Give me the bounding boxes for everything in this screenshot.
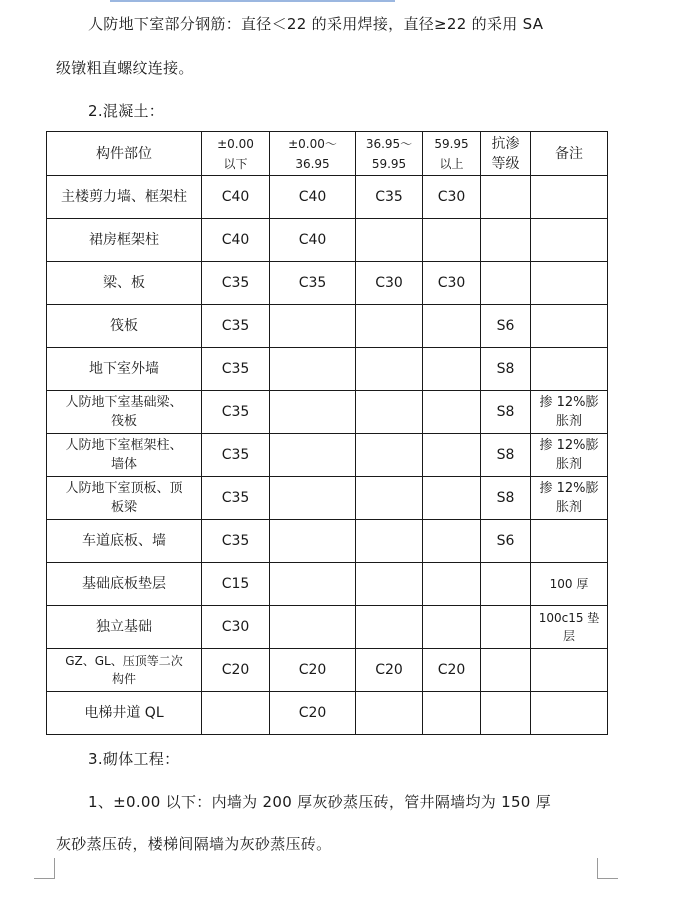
cell-zero-to-3695: C35: [270, 262, 356, 305]
cell-seepage: S6: [481, 305, 531, 348]
header-zero-to-3695-line2: 36.95: [295, 156, 330, 171]
paragraph-masonry-2: 灰砂蒸压砖，楼梯间隔墙为灰砂蒸压砖。: [56, 835, 332, 853]
cell-part: 电梯井道 QL: [47, 692, 202, 735]
cell-part-line1: 人防地下室基础梁、: [65, 395, 183, 410]
cell-below-zero: [202, 692, 270, 735]
cell-part: 地下室外墙: [47, 348, 202, 391]
cell-below-zero: C35: [202, 305, 270, 348]
header-part: 构件部位: [47, 132, 202, 176]
cell-part-line2: 板梁: [110, 500, 137, 515]
cell-above-5995: C30: [423, 176, 481, 219]
cell-zero-to-3695: C20: [270, 692, 356, 735]
table-row: [47, 348, 608, 391]
cell-zero-to-3695: [270, 606, 356, 649]
cell-note: [531, 649, 608, 692]
cell-part-line1: 人防地下室顶板、顶: [65, 481, 183, 496]
table-row: [47, 176, 608, 219]
table-row: [47, 434, 608, 477]
header-3695-to-5995: [356, 132, 423, 176]
table-row: [47, 262, 608, 305]
cell-zero-to-3695: [270, 520, 356, 563]
cell-note: [531, 434, 608, 477]
cell-3695-to-5995: [356, 348, 423, 391]
cell-part: 主楼剪力墙、框架柱: [47, 176, 202, 219]
table-row: [47, 563, 608, 606]
cell-3695-to-5995: [356, 563, 423, 606]
header-zero-to-3695: [270, 132, 356, 176]
cell-above-5995: [423, 692, 481, 735]
cell-3695-to-5995: [356, 391, 423, 434]
cell-note-line2: 胀剂: [555, 457, 582, 472]
header-seepage-line2: 等级: [491, 155, 520, 172]
cell-part: 基础底板垫层: [47, 563, 202, 606]
cell-seepage: [481, 692, 531, 735]
page-corner-mark-right: [597, 858, 618, 879]
header-above-5995-line2: 以上: [439, 156, 464, 171]
cell-zero-to-3695: [270, 305, 356, 348]
cell-note: [531, 176, 608, 219]
cell-below-zero: C20: [202, 649, 270, 692]
paragraph-masonry-1: 1、±0.00 以下：内墙为 200 厚灰砂蒸压砖，管井隔墙均为 150 厚: [88, 793, 552, 811]
paragraph-rebar-1: 人防地下室部分钢筋：直径＜22 的采用焊接，直径≥22 的采用 SA: [88, 15, 544, 33]
table-row: [47, 391, 608, 434]
table-row: [47, 649, 608, 692]
concrete-spec-table: [46, 131, 608, 735]
cell-part: 车道底板、墙: [47, 520, 202, 563]
header-3695-to-5995-line1: 36.95～: [365, 136, 413, 151]
cell-below-zero: C35: [202, 477, 270, 520]
cell-3695-to-5995: [356, 692, 423, 735]
cell-seepage: S8: [481, 434, 531, 477]
cell-3695-to-5995: C20: [356, 649, 423, 692]
cell-note: [531, 692, 608, 735]
cell-note-line2: 胀剂: [555, 500, 582, 515]
cell-below-zero: C40: [202, 176, 270, 219]
header-seepage-line1: 抗渗: [491, 135, 520, 152]
cell-seepage: [481, 262, 531, 305]
header-below-zero: [202, 132, 270, 176]
header-seepage-grade: [481, 132, 531, 176]
cell-note-line1: 掺 12%膨: [539, 481, 599, 496]
cell-below-zero: C35: [202, 348, 270, 391]
table-row: [47, 477, 608, 520]
cell-seepage: [481, 219, 531, 262]
table-row: [47, 692, 608, 735]
header-zero-to-3695-line1: ±0.00～: [288, 136, 337, 151]
cell-note: [531, 262, 608, 305]
cell-above-5995: [423, 477, 481, 520]
cell-seepage: [481, 649, 531, 692]
cell-3695-to-5995: [356, 520, 423, 563]
section-heading-masonry: 3.砌体工程：: [88, 750, 180, 768]
cell-zero-to-3695: [270, 563, 356, 606]
cell-3695-to-5995: [356, 606, 423, 649]
cell-seepage: [481, 176, 531, 219]
cell-above-5995: [423, 305, 481, 348]
cell-part: [47, 391, 202, 434]
cell-note-line1: 掺 12%膨: [539, 395, 599, 410]
cell-above-5995: [423, 563, 481, 606]
cell-3695-to-5995: [356, 219, 423, 262]
cell-note-line2: 胀剂: [555, 414, 582, 429]
cell-seepage: S8: [481, 477, 531, 520]
cell-zero-to-3695: [270, 391, 356, 434]
cell-seepage: S6: [481, 520, 531, 563]
cell-part: [47, 434, 202, 477]
cell-note: [531, 391, 608, 434]
cell-note: [531, 520, 608, 563]
cell-seepage: [481, 606, 531, 649]
cell-below-zero: C35: [202, 262, 270, 305]
header-remarks: 备注: [531, 132, 608, 176]
cell-part-line2: 构件: [111, 672, 136, 686]
cell-3695-to-5995: [356, 305, 423, 348]
cell-zero-to-3695: C20: [270, 649, 356, 692]
cell-zero-to-3695: C40: [270, 219, 356, 262]
cell-above-5995: [423, 606, 481, 649]
header-rule: [110, 0, 395, 2]
cell-part-line2: 筏板: [110, 414, 137, 429]
cell-note: [531, 606, 608, 649]
cell-note: [531, 348, 608, 391]
cell-part: [47, 649, 202, 692]
section-heading-concrete: 2.混凝土：: [88, 102, 165, 120]
cell-zero-to-3695: [270, 477, 356, 520]
cell-note: [531, 477, 608, 520]
cell-zero-to-3695: [270, 434, 356, 477]
cell-note-line1: 掺 12%膨: [539, 438, 599, 453]
cell-note: 100 厚: [531, 563, 608, 606]
cell-note: [531, 305, 608, 348]
cell-seepage: [481, 563, 531, 606]
cell-3695-to-5995: [356, 477, 423, 520]
cell-note-line1: 100c15 垫: [538, 611, 600, 625]
table-row: [47, 219, 608, 262]
paragraph-rebar-2: 级镦粗直螺纹连接。: [56, 59, 194, 77]
cell-zero-to-3695: C40: [270, 176, 356, 219]
header-above-5995-line1: 59.95: [434, 136, 469, 151]
cell-below-zero: C35: [202, 391, 270, 434]
cell-above-5995: C20: [423, 649, 481, 692]
cell-part: 梁、板: [47, 262, 202, 305]
table-header-row: [47, 132, 608, 176]
cell-3695-to-5995: C35: [356, 176, 423, 219]
header-below-zero-line2: 以下: [223, 156, 248, 171]
cell-3695-to-5995: [356, 434, 423, 477]
cell-below-zero: C15: [202, 563, 270, 606]
cell-note-line2: 层: [562, 629, 575, 643]
cell-seepage: S8: [481, 391, 531, 434]
cell-below-zero: C35: [202, 434, 270, 477]
header-below-zero-line1: ±0.00: [217, 136, 254, 151]
page-corner-mark-left: [34, 858, 55, 879]
cell-above-5995: [423, 391, 481, 434]
cell-part: 独立基础: [47, 606, 202, 649]
cell-below-zero: C30: [202, 606, 270, 649]
cell-note: [531, 219, 608, 262]
cell-part-line1: GZ、GL、压顶等二次: [65, 654, 183, 668]
table-row: [47, 606, 608, 649]
cell-above-5995: [423, 434, 481, 477]
header-3695-to-5995-line2: 59.95: [371, 156, 407, 171]
header-above-5995: [423, 132, 481, 176]
cell-3695-to-5995: C30: [356, 262, 423, 305]
cell-below-zero: C40: [202, 219, 270, 262]
cell-above-5995: [423, 348, 481, 391]
cell-part: 筏板: [47, 305, 202, 348]
cell-part: 裙房框架柱: [47, 219, 202, 262]
cell-above-5995: C30: [423, 262, 481, 305]
cell-part: [47, 477, 202, 520]
cell-part-line2: 墙体: [110, 457, 137, 472]
table-row: [47, 520, 608, 563]
table-row: [47, 305, 608, 348]
cell-above-5995: [423, 219, 481, 262]
cell-zero-to-3695: [270, 348, 356, 391]
cell-part-line1: 人防地下室框架柱、: [65, 438, 183, 453]
cell-below-zero: C35: [202, 520, 270, 563]
cell-seepage: S8: [481, 348, 531, 391]
cell-above-5995: [423, 520, 481, 563]
